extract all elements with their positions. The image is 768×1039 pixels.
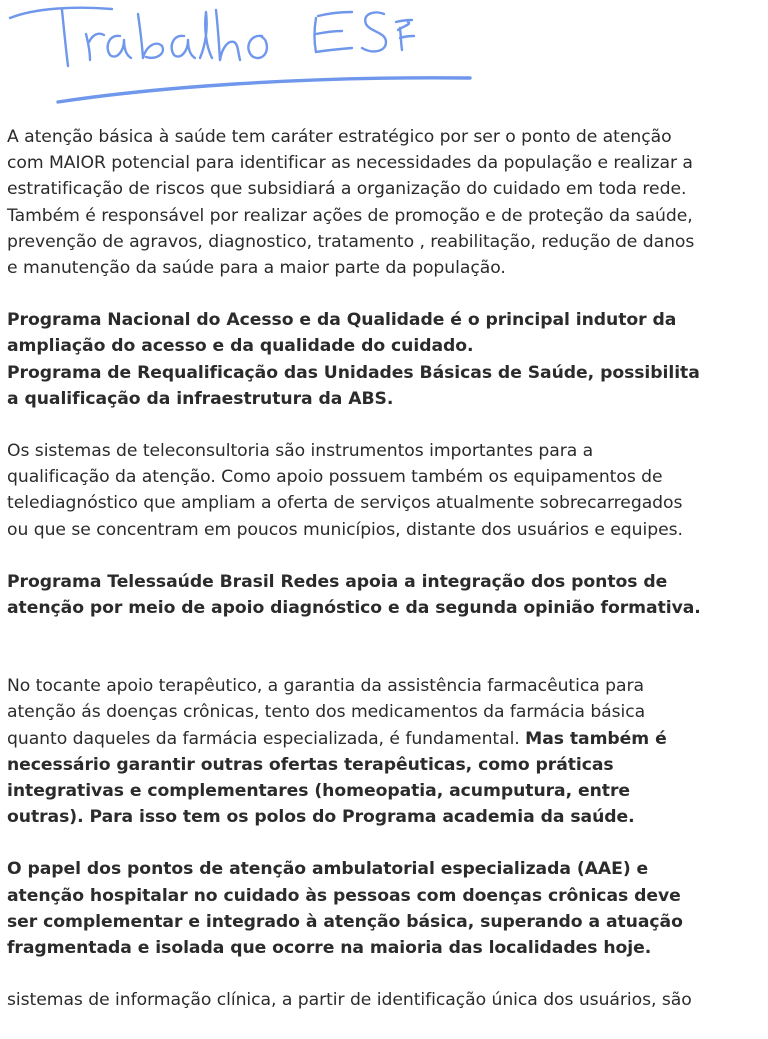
- bold-text-line: outras). Para isso tem os polos do Programa academia da saúde.: [7, 807, 635, 828]
- bold-text-line: fragmentada e isolada que ocorre na maioria das localidades hoje.: [7, 938, 652, 959]
- text-segment: quanto daqueles da farmácia especializada, é fundamental.: [7, 728, 526, 749]
- text-line: e manutenção da saúde para a maior parte da população.: [7, 258, 506, 279]
- bold-text-line: atenção hospitalar no cuidado às pessoas com doenças crônicas deve: [7, 885, 681, 906]
- text-line: atenção ás doenças crônicas, tento dos medicamentos da farmácia básica: [7, 702, 646, 723]
- paragraph-apoio-terapeutico: [7, 673, 763, 830]
- text-line: Os sistemas de teleconsultoria são instrumentos importantes para a: [7, 441, 594, 462]
- bold-text-line: ser complementar e integrado à atenção básica, superando a atuação: [7, 911, 683, 932]
- bold-text-line: ampliação do acesso e da qualidade do cuidado.: [7, 336, 474, 357]
- bold-text-line: atenção por meio de apoio diagnóstico e da segunda opinião formativa.: [7, 598, 701, 619]
- paragraph-aae: [7, 856, 763, 961]
- document-body: [7, 124, 763, 1039]
- text-line: telediagnóstico que ampliam a oferta de serviços atualmente sobrecarregados: [7, 493, 683, 514]
- handwritten-title: [0, 0, 768, 120]
- text-line: No tocante apoio terapêutico, a garantia da assistência farmacêutica para: [7, 676, 644, 697]
- text-line: sistemas de informação clínica, a partir de identificação única dos usuários, são: [7, 990, 692, 1011]
- paragraph-telessaude: [7, 569, 763, 621]
- bold-text-line: Programa Nacional do Acesso e da Qualidade é o principal indutor da: [7, 310, 677, 331]
- paragraph-atencao-basica: [7, 124, 763, 281]
- paragraph-programas-nacionais: [7, 307, 763, 412]
- text-line: qualificação da atenção. Como apoio possuem também os equipamentos de: [7, 467, 663, 488]
- bold-text-segment: Mas também é: [525, 728, 667, 749]
- text-line: ou que se concentram em poucos municípios, distante dos usuários e equipes.: [7, 519, 683, 540]
- bold-text-line: a qualificação da infraestrutura da ABS.: [7, 388, 394, 409]
- text-line: Também é responsável por realizar ações de promoção e de proteção da saúde,: [7, 205, 693, 226]
- text-line: com MAIOR potencial para identificar as necessidades da população e realizar a: [7, 153, 693, 174]
- text-line: prevenção de agravos, diagnostico, tratamento , reabilitação, redução de danos: [7, 231, 695, 252]
- bold-text-line: integrativas e complementares (homeopatia, acumputura, entre: [7, 781, 631, 802]
- text-line: estratificação de riscos que subsidiará a organização do cuidado em toda rede.: [7, 179, 687, 200]
- text-line: A atenção básica à saúde tem caráter estratégico por ser o ponto de atenção: [7, 127, 672, 147]
- bold-text-line: necessário garantir outras ofertas terapêuticas, como práticas: [7, 754, 614, 775]
- handwritten-title-drawing: [0, 0, 768, 120]
- bold-text-line: Programa de Requalificação das Unidades Básicas de Saúde, possibilita: [7, 362, 700, 383]
- paragraph-teleconsultoria: [7, 438, 763, 543]
- bold-text-line: Programa Telessaúde Brasil Redes apoia a integração dos pontos de: [7, 571, 668, 592]
- mixed-text-line: [7, 726, 763, 752]
- paragraph-sistemas-informacao: [7, 987, 763, 1013]
- bold-text-line: O papel dos pontos de atenção ambulatorial especializada (AAE) e: [7, 859, 649, 880]
